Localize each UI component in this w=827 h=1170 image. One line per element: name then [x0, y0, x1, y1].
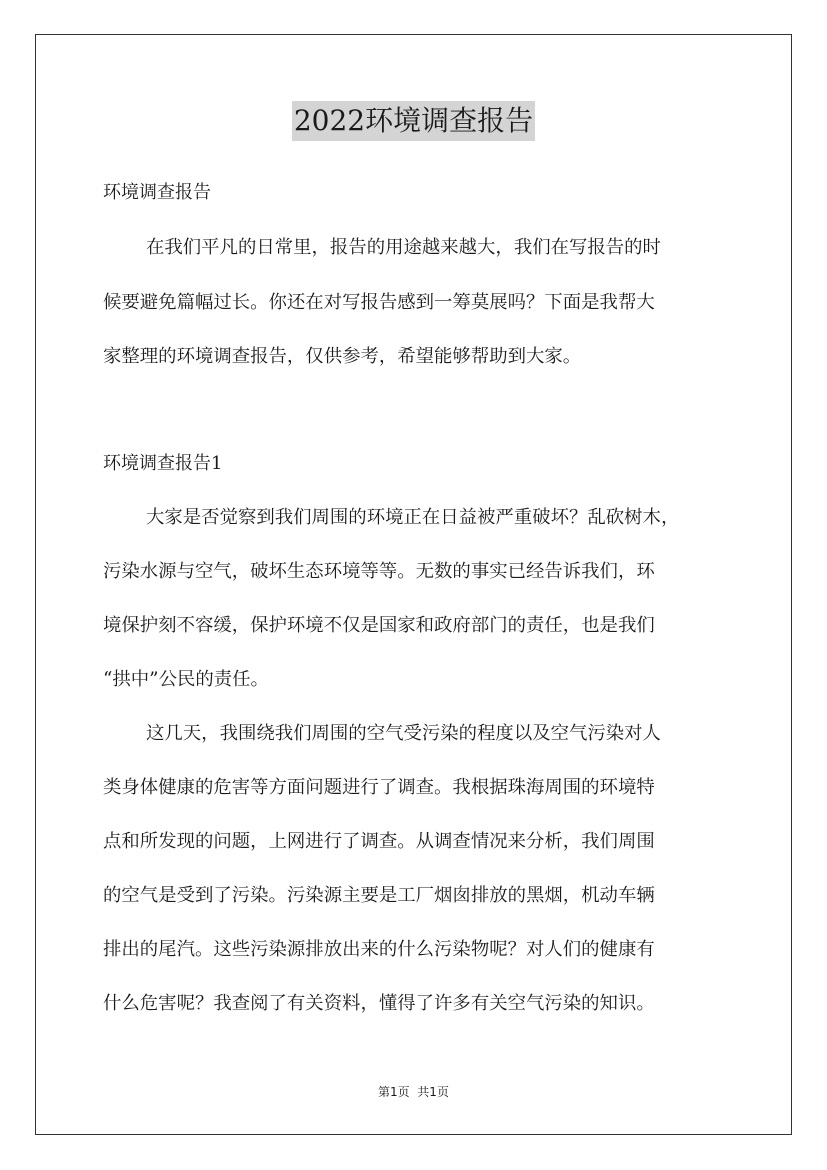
section1-para2-line-3: 点和所发现的问题，上网进行了调查。从调查情况来分析，我们周围	[103, 831, 655, 852]
intro-line-1: 在我们平凡的日常里，报告的用途越来越大，我们在写报告的时	[146, 237, 661, 258]
section1-para1-line-2: 污染水源与空气，破坏生态环境等等。无数的事实已经告诉我们，环	[103, 561, 655, 582]
section1-para2-line-4: 的空气是受到了污染。污染源主要是工厂烟囱排放的黑烟，机动车辆	[103, 885, 655, 906]
page-footer: 第1页 共1页	[378, 1085, 449, 1099]
intro-heading: 环境调查报告	[103, 182, 211, 203]
intro-line-2: 候要避免篇幅过长。你还在对写报告感到一筹莫展吗？下面是我帮大	[103, 292, 655, 313]
section1-para2-line-1: 这几天，我围绕我们周围的空气受污染的程度以及空气污染对人	[146, 723, 661, 744]
section1-para1-line-1: 大家是否觉察到我们周围的环境正在日益被严重破坏？乱砍树木，	[146, 507, 680, 528]
document-title: 2022环境调查报告	[292, 101, 535, 141]
section1-para2-line-6: 什么危害呢？我查阅了有关资料，懂得了许多有关空气污染的知识。	[103, 993, 655, 1014]
section1-para2-line-5: 排出的尾汽。这些污染源排放出来的什么污染物呢？对人们的健康有	[103, 939, 655, 960]
intro-line-3: 家整理的环境调查报告，仅供参考，希望能够帮助到大家。	[103, 346, 582, 367]
section1-heading: 环境调查报告1	[103, 453, 223, 474]
section1-para1-line-4: “拱中”公民的责任。	[103, 669, 269, 690]
section1-para1-line-3: 境保护刻不容缓，保护环境不仅是国家和政府部门的责任，也是我们	[103, 615, 655, 636]
document-title-container	[0, 101, 827, 141]
section1-para2-line-2: 类身体健康的危害等方面问题进行了调查。我根据珠海周围的环境特	[103, 777, 655, 798]
